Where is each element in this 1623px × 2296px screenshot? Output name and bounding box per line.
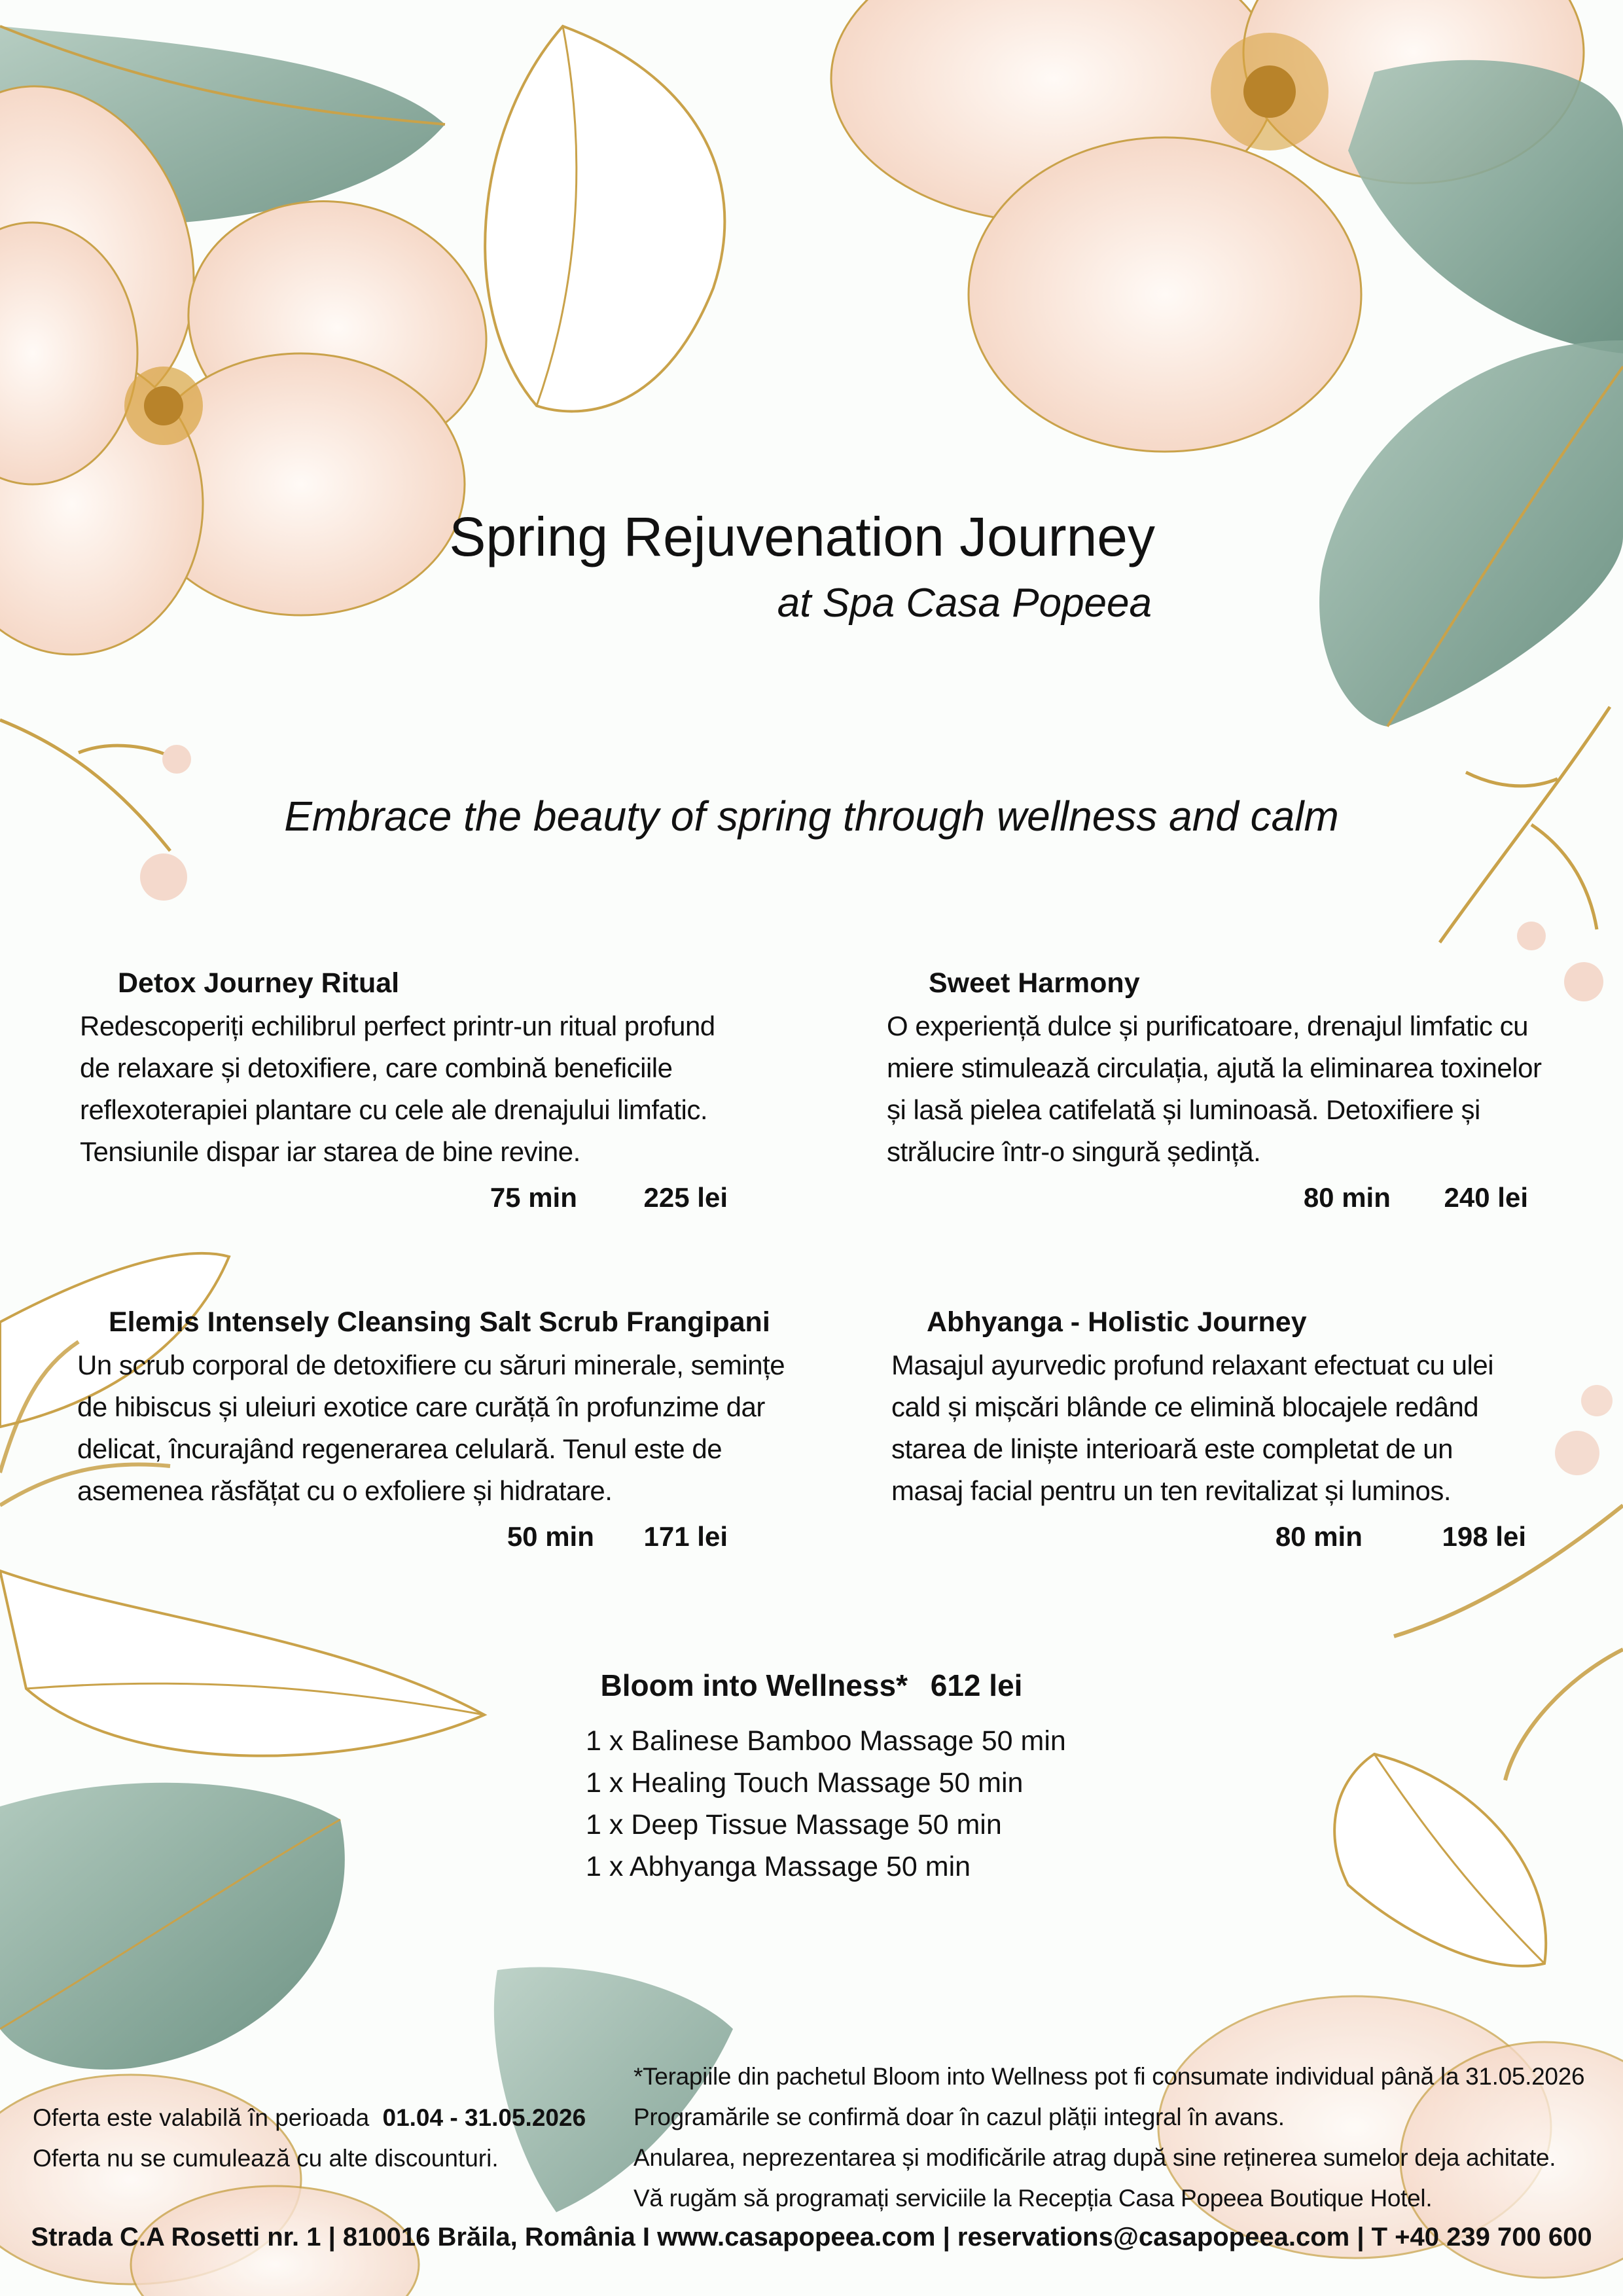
treatment-card [80,965,734,1217]
validity-label: Oferta este valabilă în perioada [33,2104,370,2131]
treatment-title: Detox Journey Ritual [118,967,400,999]
treatment-card [77,1304,804,1556]
treatment-description: Masajul ayurvedic profund relaxant efectuat cu ulei cald și mișcări blânde ce elimină blocajele redând starea de liniște interioară este completat de un masaj facial pentru un ten revitalizat și luminos. [891,1350,1494,1506]
validity-line [33,2098,586,2138]
treatment-price: 225 lei [643,1182,728,1213]
bundle-item: 1 x Balinese Bamboo Massage 50 min [586,1725,1066,1757]
treatment-card [887,965,1548,1217]
treatment-duration: 75 min [490,1182,577,1213]
page-subtitle: at Spa Casa Popeea [777,581,1152,626]
bundle-title: Bloom into Wellness* [600,1668,908,1702]
treatment-title: Abhyanga - Holistic Journey [927,1306,1307,1338]
bundle-price: 612 lei [930,1668,1023,1702]
validity-dates: 01.04 - 31.05.2026 [382,2104,586,2131]
treatment-meta [891,1517,1526,1556]
leaf-icon [1334,1754,1546,1966]
treatment-duration: 80 min [1303,1182,1391,1213]
terms-note: Programările se confirmă doar în cazul plății integral în avans. [633,2104,1285,2130]
terms-note: Vă rugăm să programați serviciile la Recepția Casa Popeea Boutique Hotel. [633,2185,1433,2212]
treatment-price: 171 lei [643,1521,728,1552]
treatment-card [891,1304,1546,1556]
treatment-description: O experiență dulce și purificatoare, drenajul limfatic cu miere stimulează circulația, ajută la eliminarea toxinelor și lasă pielea catifelată și luminoasă. Detoxifiere și strălucire într-o singură ședință. [887,1011,1542,1167]
contact-address: Strada C.A Rosetti nr. 1 | 810016 Brăila, România I www.casapopeea.com | reservations@casapopeea.com | T +40 239 700 600 [31,2223,1592,2251]
page-title: Spring Rejuvenation Journey [449,506,1155,567]
treatment-title: Sweet Harmony [929,967,1140,999]
leaf-icon [1319,60,1623,726]
treatment-description: Redescoperiți echilibrul perfect printr-un ritual profund de relaxare și detoxifiere, care combină beneficiile reflexoterapiei plantare cu cele ale drenajului limfatic. Tensiunile dispar iar starea de bine revine. [80,1011,715,1167]
treatment-meta [77,1517,728,1556]
bundle-item: 1 x Healing Touch Massage 50 min [586,1767,1024,1799]
bundle-heading [0,1666,1623,1705]
treatment-price: 198 lei [1442,1521,1526,1552]
treatment-duration: 50 min [507,1521,594,1552]
treatment-description: Un scrub corporal de detoxifiere cu săruri minerale, semințe de hibiscus și uleiuri exotice care curăță în profunzime dar delicat, încurajând regenerarea celulară. Tenul este de asemenea răsfățat cu o exfoliere și hidratare. [77,1350,785,1506]
no-combine-note: Oferta nu se cumulează cu alte discounturi. [33,2145,499,2172]
tagline: Embrace the beauty of spring through wellness and calm [284,793,1339,840]
bundle-item: 1 x Abhyanga Massage 50 min [586,1851,971,1882]
bundle-item: 1 x Deep Tissue Massage 50 min [586,1809,1002,1840]
treatment-meta [80,1178,728,1217]
bundle-list [586,1720,1066,1888]
terms-note: *Terapiile din pachetul Bloom into Wellness pot fi consumate individual până la 31.05.2026 [633,2063,1585,2090]
treatment-price: 240 lei [1444,1182,1528,1213]
offer-validity [33,2098,586,2179]
gold-sprig-icon [1440,707,1610,1001]
terms-note: Anularea, neprezentarea și modificările atrag după sine reținerea sumelor deja achitate. [633,2144,1556,2171]
terms-notes [633,2056,1584,2219]
treatment-title: Elemis Intensely Cleansing Salt Scrub Frangipani [109,1306,770,1338]
treatment-duration: 80 min [1275,1521,1363,1552]
treatment-meta [887,1178,1528,1217]
leaf-icon [485,26,724,411]
